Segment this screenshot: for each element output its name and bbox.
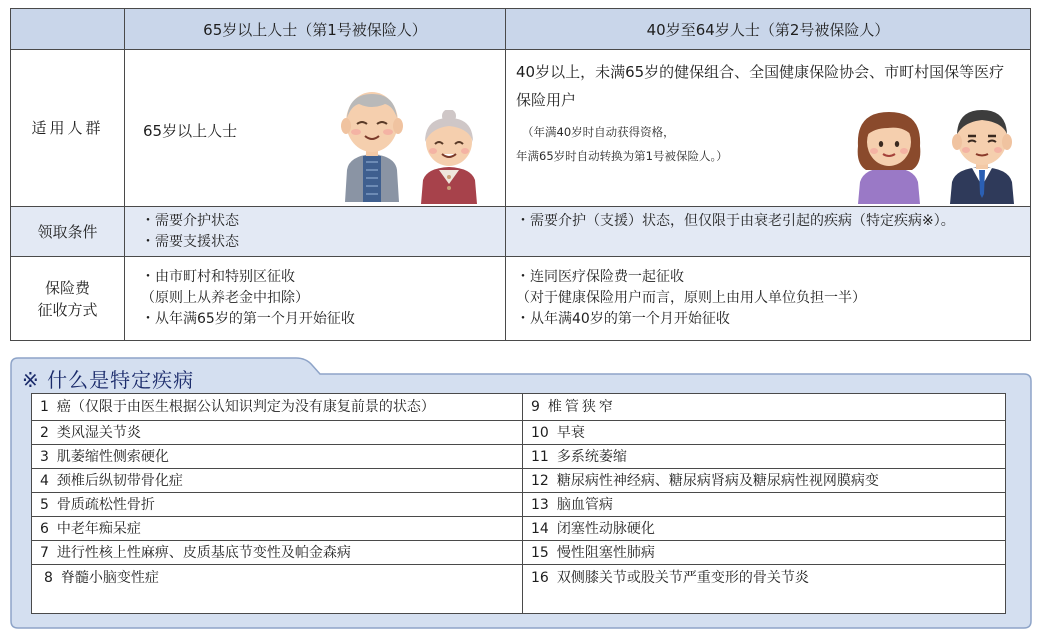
header-corner — [11, 9, 125, 50]
disease-item: 5 骨质疏松性骨折 — [32, 493, 523, 517]
premium-col2-line1: ・连同医疗保险费一起征收 — [516, 269, 684, 285]
header-category2: 40岁至64岁人士（第2号被保险人） — [506, 9, 1031, 50]
applicable-col2-note — [516, 120, 728, 168]
disease-item: 7 进行性核上性麻痹、皮质基底节变性及帕金森病 — [32, 541, 523, 565]
row-label-applicable: 适用人群 — [11, 50, 125, 207]
conditions-col2-text: ・需要介护（支援）状态，但仅限于由衰老引起的疾病（特定疾病※）。 — [516, 213, 955, 229]
premium-col2-line2: （对于健康保险用户而言，原则上由用人单位负担一半） — [516, 290, 866, 306]
disease-list-table — [31, 393, 1006, 614]
conditions-col1-line1: ・需要介护状态 — [141, 212, 239, 229]
disease-item: 1 癌（仅限于由医生根据公认知识判定为没有康复前景的状态） — [32, 394, 523, 421]
disease-item: 13 脑血管病 — [523, 493, 1006, 517]
disease-item: 12 糖尿病性神经病、糖尿病肾病及糖尿病性视网膜病变 — [523, 469, 1006, 493]
applicable-col2-note-line1: （年满40岁时自动获得资格， — [522, 125, 675, 139]
conditions-col2-cell — [506, 207, 1031, 257]
premium-col1-line2: （原则上从养老金中扣除） — [141, 290, 309, 306]
disease-item: 16 双侧膝关节或股关节严重变形的骨关节炎 — [523, 565, 1006, 614]
premium-col1-line1: ・由市町村和特别区征收 — [141, 269, 295, 285]
elderly-man-icon — [339, 90, 405, 202]
middle-aged-man-icon — [944, 104, 1020, 204]
applicable-col2-note-line2: 年满65岁时自动转换为第1号被保险人。） — [516, 149, 728, 163]
conditions-col1-cell — [125, 207, 506, 257]
disease-item: 11 多系统萎缩 — [523, 445, 1006, 469]
premium-col1-line3: ・从年满65岁的第一个月开始征收 — [141, 311, 355, 327]
applicable-col2-cell — [506, 50, 1031, 207]
middle-aged-woman-icon — [852, 106, 926, 204]
row-label-conditions: 领取条件 — [11, 207, 125, 257]
disease-item: 10 早衰 — [523, 421, 1006, 445]
conditions-col1-line2: ・需要支援状态 — [141, 233, 239, 250]
row-label-premium-line1: 保险费 — [44, 278, 90, 297]
disease-item: 8 脊髓小脑变性症 — [32, 565, 523, 614]
premium-col1-cell — [125, 257, 506, 341]
disease-item: 2 类风湿关节炎 — [32, 421, 523, 445]
disease-item: 6 中老年痴呆症 — [32, 517, 523, 541]
applicable-col2-main: 40岁以上，未满65岁的健保组合、全国健康保险协会、市町村国保等医疗保险用户 — [516, 63, 1005, 109]
premium-col2-cell — [506, 257, 1031, 341]
disease-item: 9 椎管狭窄 — [523, 394, 1006, 421]
applicable-col1-text: 65岁以上人士 — [143, 122, 238, 140]
elderly-woman-icon — [417, 110, 481, 204]
insurance-comparison-table — [10, 8, 1031, 341]
row-label-premium — [11, 257, 125, 341]
header-category1: 65岁以上人士（第1号被保险人） — [125, 9, 506, 50]
row-label-premium-line2: 征收方式 — [37, 300, 98, 319]
premium-col2-line3: ・从年满40岁的第一个月开始征收 — [516, 311, 730, 327]
disease-item: 3 肌萎缩性侧索硬化 — [32, 445, 523, 469]
applicable-col1-cell — [125, 50, 506, 207]
disease-item: 15 慢性阻塞性肺病 — [523, 541, 1006, 565]
disease-item: 4 颈椎后纵韧带骨化症 — [32, 469, 523, 493]
disease-section-title: ※ 什么是特定疾病 — [22, 368, 195, 392]
disease-item: 14 闭塞性动脉硬化 — [523, 517, 1006, 541]
